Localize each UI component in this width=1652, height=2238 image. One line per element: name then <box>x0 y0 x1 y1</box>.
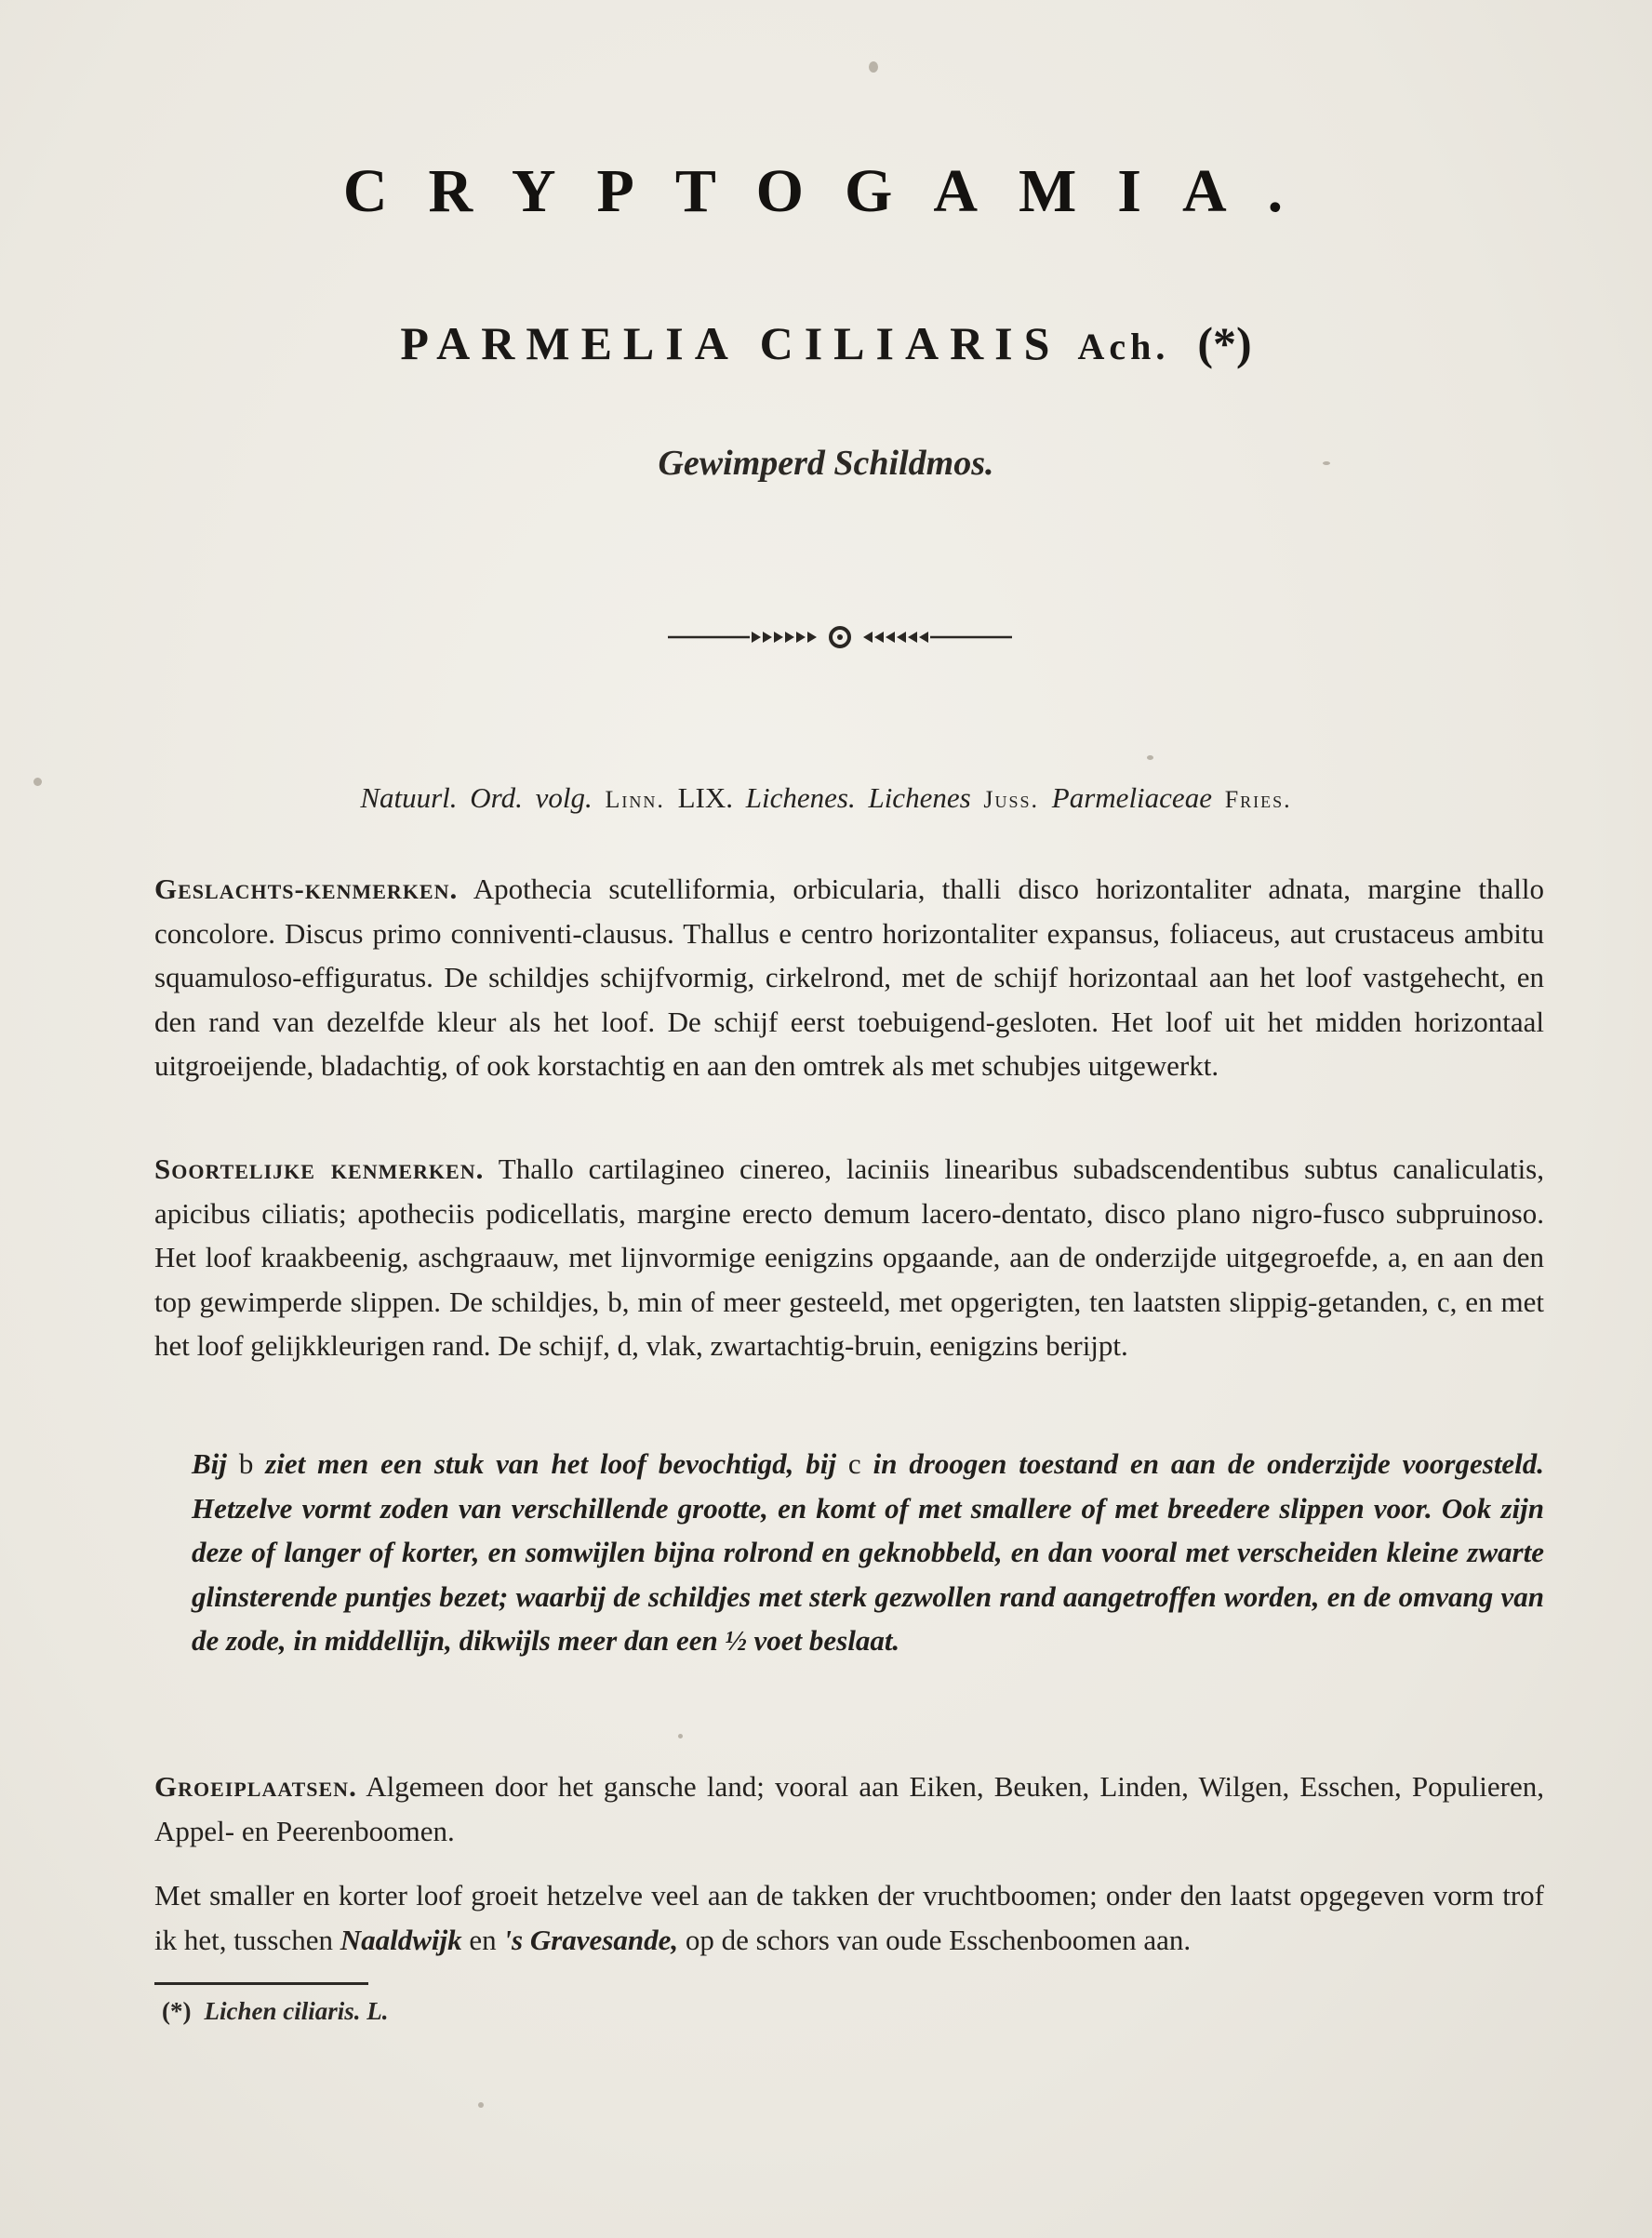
observation-text-2: ziet men een stuk van het loof bevochtigd, bij <box>265 1447 836 1480</box>
species-footnote-marker: (*) <box>1197 317 1252 369</box>
remark-text-3: op de schors van oude Esschenboomen aan. <box>685 1923 1192 1956</box>
linn-order: LIX. <box>677 781 733 814</box>
juss-family: Lichenes <box>868 781 971 814</box>
observation-paragraph <box>192 1442 1544 1663</box>
paper-speck <box>1147 755 1153 760</box>
paper-speck <box>478 2102 484 2108</box>
footnote-text: Lichen ciliaris. L. <box>204 1997 389 2025</box>
linn-family: Lichenes. <box>745 781 856 814</box>
place-gravesande: 's Gravesande, <box>503 1923 679 1956</box>
genus-characters-paragraph <box>154 867 1544 1088</box>
species-label: Soortelijke kenmerken. <box>154 1152 485 1185</box>
ornament-divider-icon <box>668 623 1012 651</box>
observation-text-3: in droogen toestand en aan de onderzijde voorgesteld. Hetzelve vormt zoden van verschillende grootte, en komt of met smallere of met breedere slippen voor. Ook zijn deze of langer of korter, en somwijlen bijna rolrond en geknobbeld, en dan vooral met verscheiden kleine zwarte glinsterende puntjes bezet; waarbij de schildjes met sterk gezwollen rand aangetroffen worden, en de omvang van de zode, in middellijn, dikwijls meer dan een ½ voet beslaat. <box>192 1447 1545 1657</box>
habitat-paragraph <box>154 1765 1544 1853</box>
observation-text-1: Bij <box>192 1447 227 1480</box>
figure-ref-c: c <box>847 1447 861 1480</box>
species-text: Thallo cartilagineo cinereo, laciniis linearibus subadscendentibus subtus canaliculatis, apicibus ciliatis; apotheciis podicellatis, margine erecto demum lacero-dentato, disco plano nigro-fusco subpruinoso. Het loof kraakbeenig, aschgraauw, met lijnvormige eenigzins opgaande, aan de onderzijde uitgegroefde, a, en aan den top gewimperde slippen. De schildjes, b, min of meer gesteeld, met opgerigten, ten laatsten slippig-getanden, c, en met het loof gelijkkleurigen rand. De schijf, d, vlak, zwartachtig-bruin, eenigzins berijpt. <box>154 1152 1544 1362</box>
paper-speck <box>869 61 878 73</box>
remark-paragraph <box>154 1873 1544 1962</box>
paper-speck <box>678 1734 683 1738</box>
habitat-text: Algemeen door het gansche land; vooral aan Eiken, Beuken, Linden, Wilgen, Esschen, Populieren, Appel- en Peerenboomen. <box>154 1770 1544 1847</box>
habitat-label: Groeiplaatsen. <box>154 1770 357 1803</box>
species-characters-paragraph <box>154 1147 1544 1368</box>
footnote <box>162 1997 388 2026</box>
classification-label: Natuurl. Ord. volg. <box>360 781 593 814</box>
fries-family: Parmeliaceae <box>1051 781 1212 814</box>
genus-text: Apothecia scutelliformia, orbicularia, thalli disco horizontaliter adnata, margine thallo concolore. Discus primo conniventi-clausus. Thallus e centro horizontaliter expansus, foliaceus, aut crustaceus ambitu squamuloso-effiguratus. De schildjes schijfvormig, cirkelrond, met de schijf horizontaal aan het loof vastgehecht, en den rand van dezelfde kleur als het loof. De schijf eerst toebuigend-gesloten. Het loof uit het midden horizontaal uitgroeijende, bladachtig, of ook korstachtig en aan den omtrek als met schubjes uitgewerkt. <box>154 873 1544 1082</box>
place-naaldwijk: Naaldwijk <box>340 1923 462 1956</box>
vernacular-name: Gewimperd Schildmos. <box>658 444 994 483</box>
species-author: Ach. <box>1077 326 1170 367</box>
species-name: PARMELIA CILIARIS <box>400 317 1061 369</box>
footnote-marker: (*) <box>162 1997 192 2025</box>
fries-author: Fries. <box>1224 786 1292 813</box>
linn-author: Linn. <box>605 786 665 813</box>
figure-ref-b: b <box>238 1447 254 1480</box>
classification-line <box>0 781 1652 815</box>
juss-author: Juss. <box>983 786 1040 813</box>
footnote-divider <box>154 1982 368 1985</box>
remark-text-1: Met smaller en korter loof groeit hetzelve veel aan de takken der vruchtboomen; onder den laatst opgegeven vorm trof ik het, tusschen <box>154 1879 1544 1956</box>
genus-label: Geslachts-kenmerken. <box>154 873 459 905</box>
remark-text-2: en <box>469 1923 497 1956</box>
species-heading <box>0 316 1652 370</box>
page-title: CRYPTOGAMIA. <box>342 157 1325 225</box>
